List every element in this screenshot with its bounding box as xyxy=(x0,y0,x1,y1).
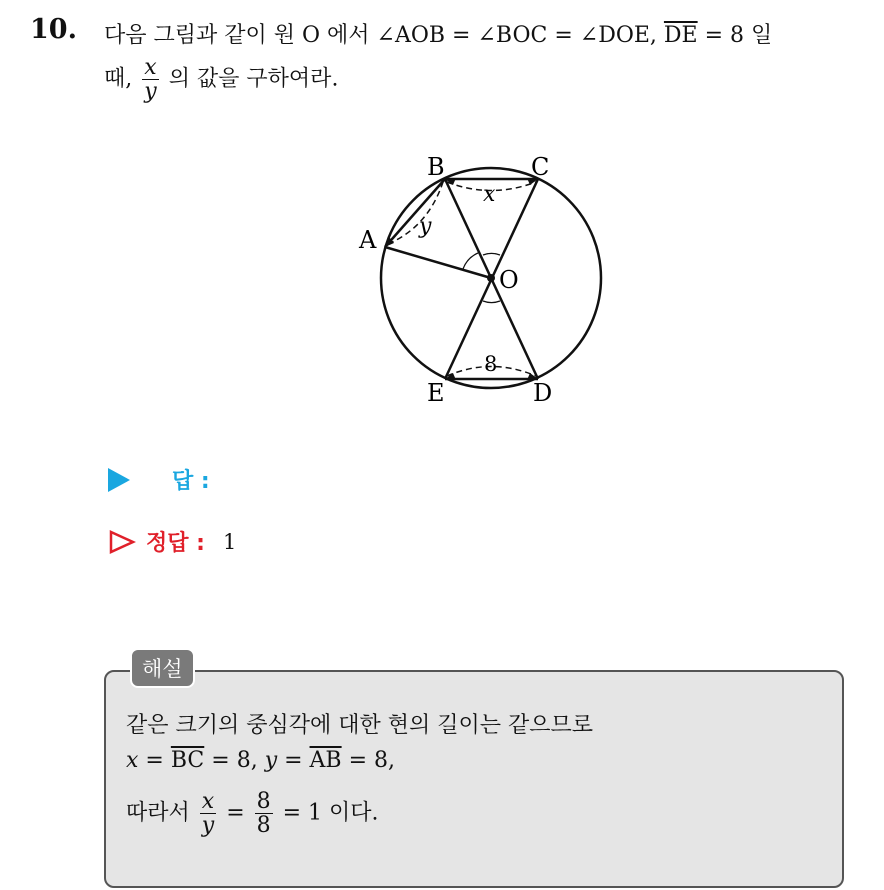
question-line-1 xyxy=(104,18,772,49)
solution-text-post: = 1 이다. xyxy=(282,800,379,826)
circle-figure xyxy=(355,145,615,415)
solution-tag: 해설 xyxy=(130,648,195,688)
fraction-numerator: x xyxy=(201,789,215,814)
answer-label: 답 : xyxy=(172,469,210,494)
question-text-1: 다음 그림과 같이 원 O 에서 ∠AOB = ∠BOC = ∠DOE, xyxy=(104,23,657,48)
play-icon xyxy=(108,468,130,492)
solution-fraction-88 xyxy=(255,790,273,837)
fraction-numerator: 8 xyxy=(256,789,271,814)
solution-eq-2: = 8, xyxy=(348,748,396,773)
correct-answer-label: 정답 : xyxy=(146,531,205,556)
var-x: x xyxy=(126,748,139,773)
angle-mark-aob xyxy=(463,253,478,269)
segment-ab: $\overline{AB}$ xyxy=(309,748,342,773)
label-x: x xyxy=(483,182,496,207)
label-b: B xyxy=(427,153,445,181)
fraction-denominator: y xyxy=(144,79,157,105)
question-text-1-tail: = 8 일 xyxy=(704,23,773,48)
question-number: 10. xyxy=(30,14,77,45)
center-point xyxy=(487,274,495,282)
solution-line-3: 따라서 $\frac{x}{y}$ = $\frac{8}{8}$ = 1 이다. xyxy=(126,789,379,839)
segment-de: $\overline{DE}$ xyxy=(663,23,698,48)
question-text-2-pre: 때, xyxy=(104,66,133,92)
solution-text-pre: 따라서 xyxy=(126,800,190,826)
var-y: y xyxy=(264,748,278,773)
label-d: D xyxy=(533,379,553,407)
angle-mark-doe xyxy=(483,301,500,303)
outline-triangle-icon xyxy=(108,529,136,555)
label-y: y xyxy=(419,214,432,239)
label-de-length: 8 xyxy=(484,352,498,376)
question-fraction xyxy=(142,56,158,103)
question-line-2 xyxy=(104,56,338,103)
fraction-numerator: x xyxy=(144,55,157,80)
label-e: E xyxy=(427,379,445,407)
solution-box xyxy=(104,670,844,888)
label-a: A xyxy=(359,226,377,254)
label-c: C xyxy=(531,153,550,181)
solution-fraction-xy xyxy=(200,790,216,837)
correct-answer-value: 1 xyxy=(222,529,237,554)
label-o: O xyxy=(499,266,519,294)
line-ao xyxy=(385,247,491,278)
chord-ab xyxy=(385,179,445,247)
solution-line-2: $x = \overline{BC} = 8$, $y = \overline{AB} = 8$, xyxy=(126,748,396,773)
solution-line-1: 같은 크기의 중심각에 대한 현의 길이는 같으므로 xyxy=(126,713,594,738)
segment-bc: $\overline{BC}$ xyxy=(170,748,205,773)
fraction-denominator: 8 xyxy=(256,813,271,839)
answer-row xyxy=(108,464,228,495)
fraction-denominator: y xyxy=(201,813,215,839)
angle-mark-boc xyxy=(483,253,500,255)
correct-answer-row xyxy=(108,526,236,557)
solution-eq-1: = 8, xyxy=(211,748,258,773)
question-text-2-post: 의 값을 구하여라. xyxy=(168,66,339,92)
